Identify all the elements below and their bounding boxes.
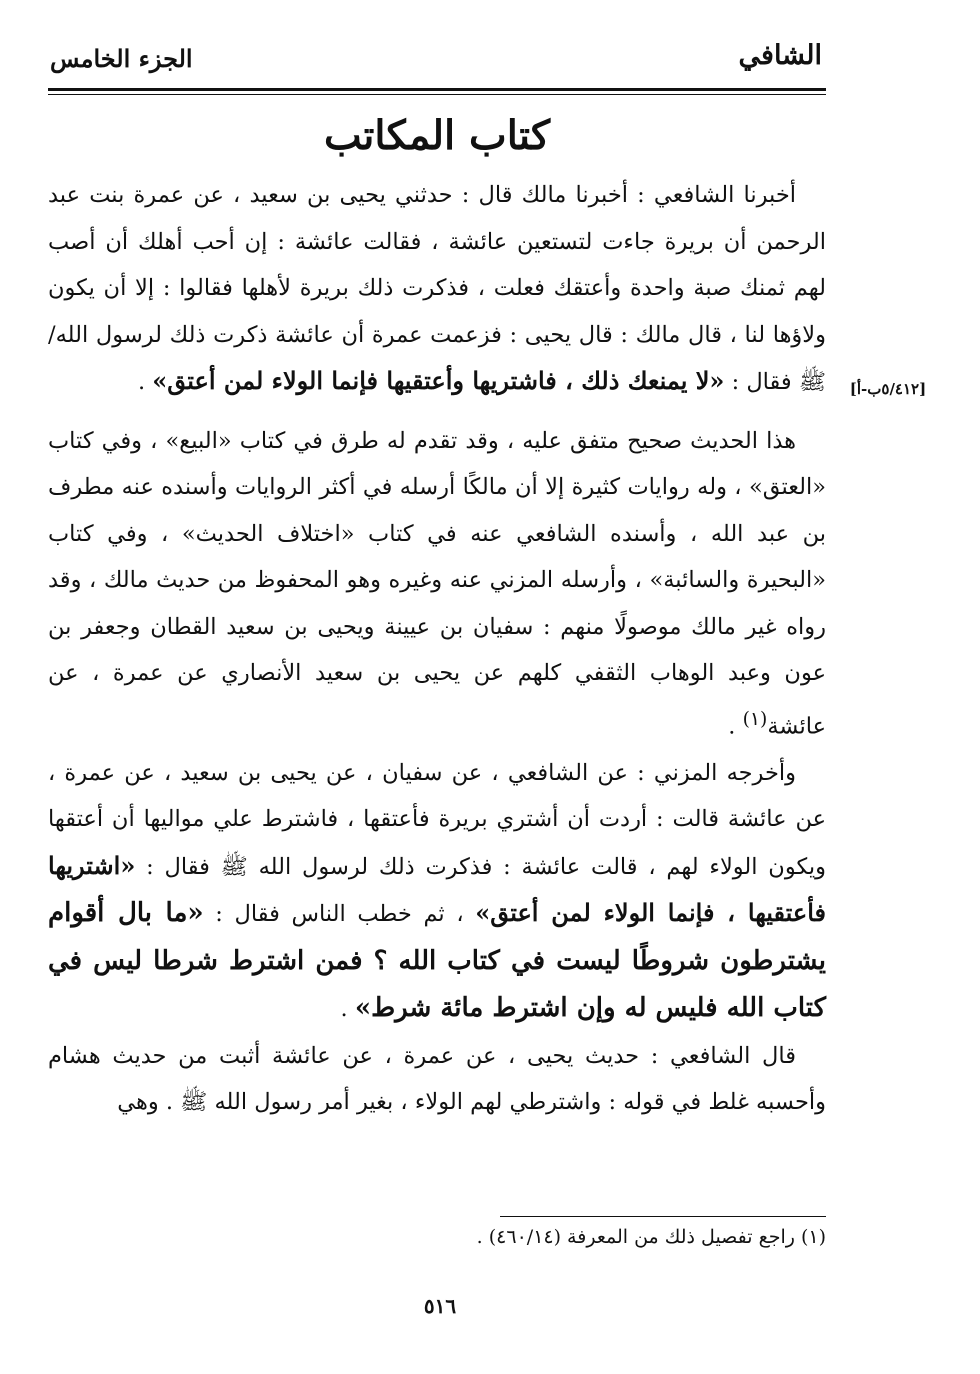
- hadith-quote-3: «ما بال أقوام يشترطون شروطًا ليست في كتاب الله ؟ فمن اشترط شرطا ليس في كتاب الله فليس له وإن اشترط مائة شرط»: [48, 898, 826, 1023]
- paragraph-1-end: .: [137, 369, 153, 395]
- chapter-title: كتاب المكاتب: [324, 112, 550, 159]
- hadith-quote-1: «لا يمنعك ذلك ، فاشتريها وأعتقيها فإنما الولاء لمن أعتق»: [152, 366, 725, 395]
- paragraph-3-mid: ، ثم خطب الناس فقال :: [215, 901, 476, 927]
- page-number: ٥١٦: [423, 1294, 457, 1318]
- header-rule-thick: [48, 88, 826, 91]
- paragraph-4-text: قال الشافعي : حديث يحيى ، عن عمرة ، عن عائشة أثبت من حديث هشام وأحسبه غلط في قوله : واشترطي لهم الولاء ، بغير أمر رسول الله ﷺ . وهي: [48, 1042, 826, 1115]
- header-book-title: الشافي: [738, 40, 822, 71]
- paragraph-3-text: وأخرجه المزني : عن الشافعي ، عن سفيان ، عن يحيى بن سعيد ، عن عمرة ، عن عائشة قالت : أردت أن أشتري بريرة فأعتقها ، فاشترط علي مواليها أن أعتقها ويكون الولاء لهم ، قالت عائشة : فذكرت ذلك لرسول الله ﷺ فقال :: [48, 759, 826, 880]
- header-rule-thin: [48, 94, 826, 95]
- main-text: [48, 172, 826, 1126]
- margin-reference: [٥/٤١٢ب-أ]: [849, 380, 927, 398]
- paragraph-3: [48, 750, 826, 1033]
- paragraph-1: [48, 172, 826, 406]
- paragraph-3-end: .: [340, 996, 355, 1022]
- footnote: (١) راجع تفصيل ذلك من المعرفة (٤٦٠/١٤) .: [476, 1226, 826, 1248]
- footnote-rule: [500, 1216, 826, 1217]
- paragraph-4: [48, 1033, 826, 1126]
- paragraph-2: [48, 418, 826, 750]
- paragraph-1-text: أخبرنا الشافعي : أخبرنا مالك قال : حدثني يحيى بن سعيد ، عن عمرة بنت عبد الرحمن أن بريرة جاءت لتستعين عائشة ، فقالت عائشة : إن أحب أهلك أن أصب لهم ثمنك صبة واحدة وأعتقك فعلت ، فذكرت ذلك بريرة لأهلها فقالوا : إلا أن يكون ولاؤها لنا ، قال مالك : قال يحيى : فزعمت عمرة أن عائشة ذكرت ذلك لرسول الله/ ﷺ فقال :: [48, 182, 826, 395]
- header-volume: الجزء الخامس: [50, 44, 193, 73]
- hadith-quote-2: «اشتريها فأعتقيها ، فإنما الولاء لمن أعتق»: [48, 850, 826, 927]
- paragraph-2-text: هذا الحديث صحيح متفق عليه ، وقد تقدم له طرق في كتاب «البيع» ، وفي كتاب «العتق» ، وله روايات كثيرة إلا أن مالكًا أرسله في أكثر الروايات وأسنده عنه مطرف بن عبد الله ، وأسنده الشافعي عنه في كتاب «اختلاف الحديث» ، وفي كتاب «البحيرة والسائبة» ، وأرسله المزني عنه وغيره وهو المحفوظ من حديث مالك ، وقد رواه غير مالك موصولًا منهم : سفيان بن عيينة ويحيى بن سعيد القطان وجعفر بن عون وعبد الوهاب الثقفي كلهم عن يحيى بن سعيد الأنصاري عن عمرة ، عن عائشة: [48, 427, 826, 739]
- footnote-marker[interactable]: (١): [742, 708, 768, 730]
- paragraph-2-end: .: [728, 713, 743, 739]
